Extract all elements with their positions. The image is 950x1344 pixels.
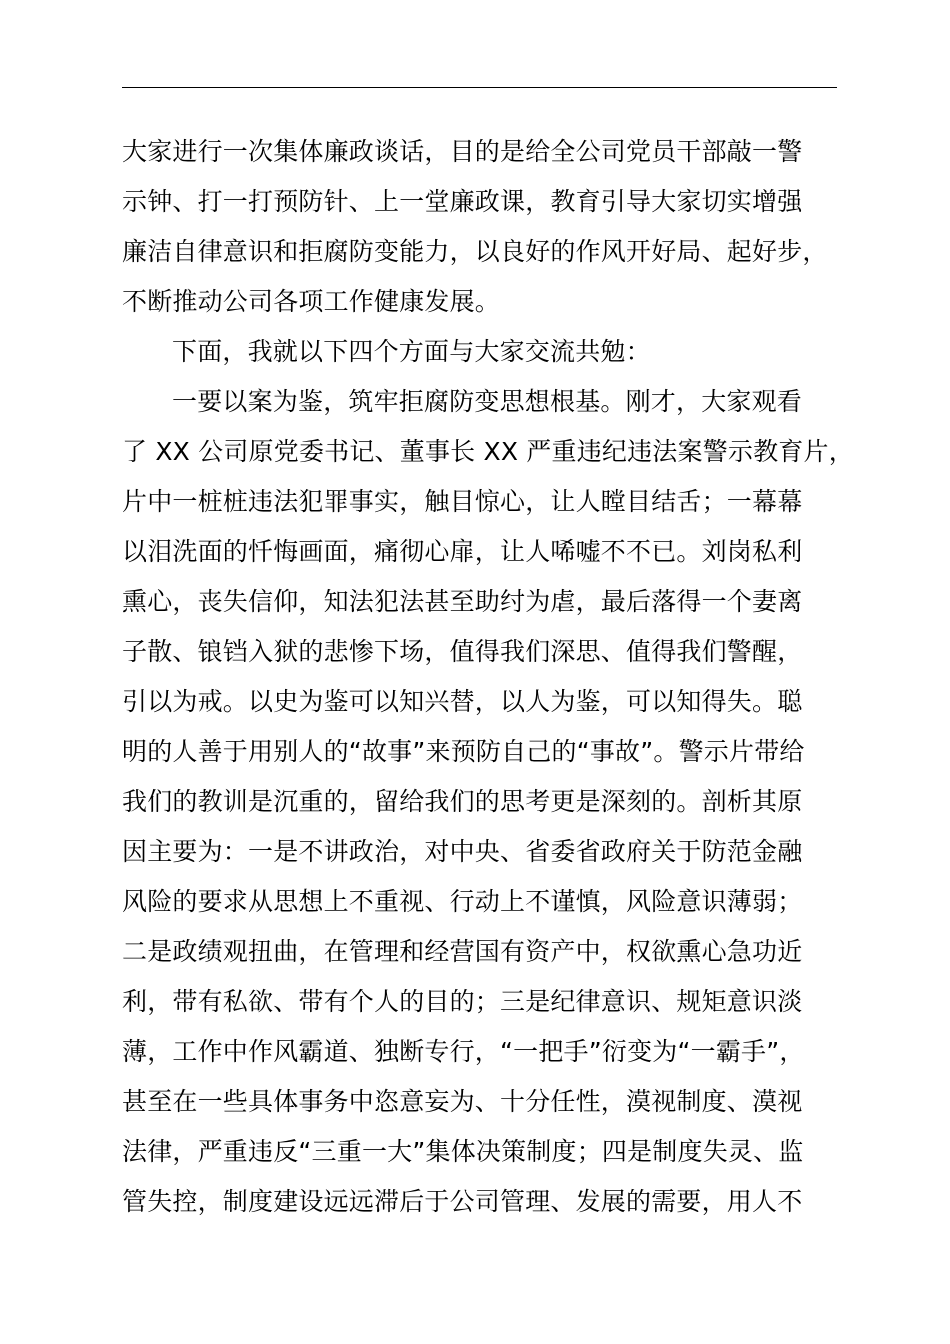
text-line: 二是政绩观扭曲，在管理和经营国有资产中，权欲熏心急功近 bbox=[122, 937, 803, 966]
text-line: 风险的要求从思想上不重视、行动上不谨慎，风险意识薄弱； bbox=[122, 887, 803, 916]
paragraph-start-line: 一要以案为鉴，筑牢拒腐防变思想根基。刚才，大家观看 bbox=[172, 387, 803, 416]
text-line: 甚至在一些具体事务中恣意妄为、十分任性，漠视制度、漠视 bbox=[122, 1087, 803, 1116]
text-line: 片中一桩桩违法犯罪事实，触目惊心，让人瞠目结舌；一幕幕 bbox=[122, 487, 803, 516]
text-line: 子散、锒铛入狱的悲惨下场，值得我们深思、值得我们警醒， bbox=[122, 637, 803, 666]
header-rule bbox=[122, 87, 837, 88]
text-line: 示钟、打一打预防针、上一堂廉政课，教育引导大家切实增强 bbox=[122, 187, 803, 216]
text-line: 不断推动公司各项工作健康发展。 bbox=[122, 287, 501, 316]
paragraph-start-line: 下面，我就以下四个方面与大家交流共勉： bbox=[172, 337, 651, 366]
text-line: 薄，工作中作风霸道、独断专行，“一把手”衍变为“一霸手”， bbox=[122, 1037, 805, 1066]
text-line: 了 XX 公司原党委书记、董事长 XX 严重违纪违法案警示教育片， bbox=[122, 437, 854, 466]
text-line: 我们的教训是沉重的，留给我们的思考更是深刻的。剖析其原 bbox=[122, 787, 803, 816]
text-line: 廉洁自律意识和拒腐防变能力，以良好的作风开好局、起好步， bbox=[122, 237, 828, 266]
text-line: 大家进行一次集体廉政谈话，目的是给全公司党员干部敲一警 bbox=[122, 137, 803, 166]
text-line: 熏心，丧失信仰，知法犯法甚至助纣为虐，最后落得一个妻离 bbox=[122, 587, 803, 616]
body-text bbox=[122, 127, 862, 1227]
text-line: 法律，严重违反“三重一大”集体决策制度；四是制度失灵、监 bbox=[122, 1137, 804, 1166]
text-line: 引以为戒。以史为鉴可以知兴替，以人为鉴，可以知得失。聪 bbox=[122, 687, 803, 716]
text-line: 以泪洗面的忏悔画面，痛彻心扉，让人唏嘘不不已。刘岗私利 bbox=[122, 537, 803, 566]
text-line: 因主要为：一是不讲政治，对中央、省委省政府关于防范金融 bbox=[122, 837, 803, 866]
text-line: 管失控，制度建设远远滞后于公司管理、发展的需要，用人不 bbox=[122, 1187, 803, 1216]
text-line: 利，带有私欲、带有个人的目的；三是纪律意识、规矩意识淡 bbox=[122, 987, 803, 1016]
text-line: 明的人善于用别人的“故事”来预防自己的“事故”。警示片带给 bbox=[122, 737, 805, 766]
